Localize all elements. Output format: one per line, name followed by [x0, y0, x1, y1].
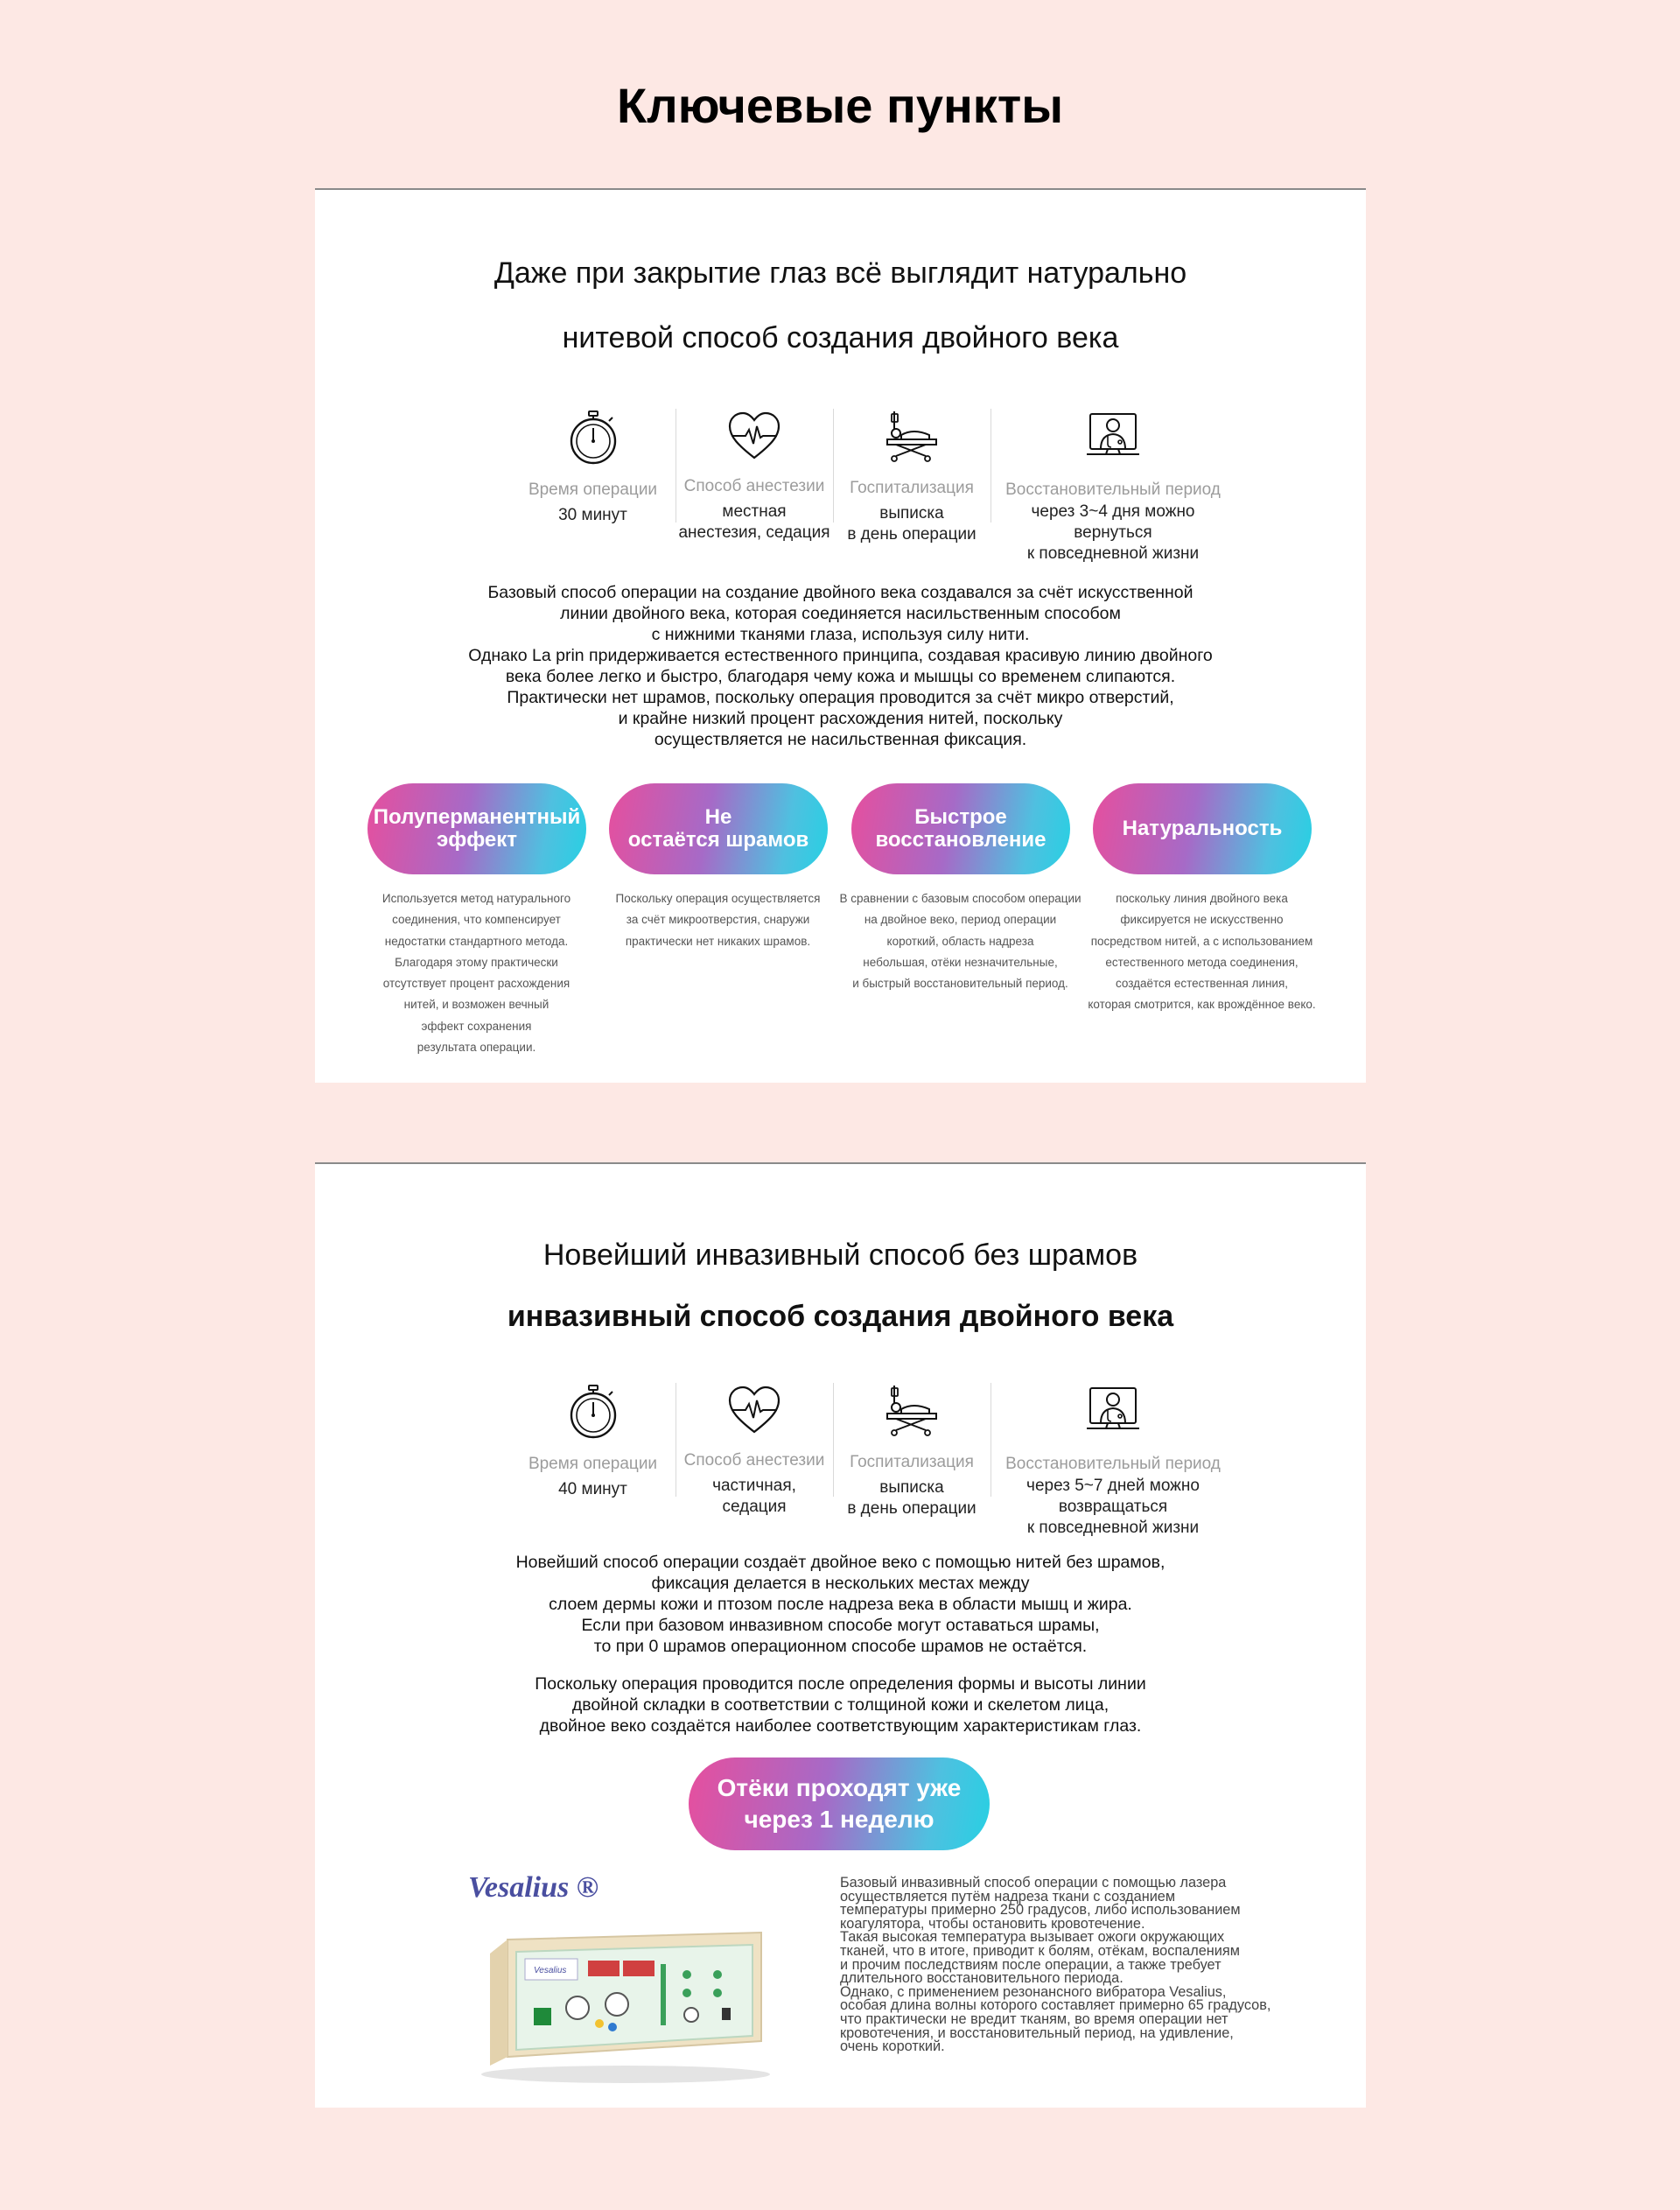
stat-label: Время операции [528, 1455, 658, 1473]
stat-hospitalization [833, 1383, 990, 1545]
stat-value: частичная, седация [712, 1477, 796, 1516]
heartbeat-icon [726, 409, 782, 465]
stat-label: Госпитализация [850, 1453, 974, 1471]
stat-label: Способ анестезии [683, 1451, 825, 1470]
thread-method-card [315, 188, 1366, 1083]
method-title: инвазивный способ создания двойного века [507, 1300, 1174, 1333]
card-subtitle: Новейший инвазивный способ без шрамов [542, 1238, 1138, 1272]
patient-bed-icon [884, 1383, 940, 1439]
stat-operation-time [516, 409, 669, 571]
patient-bed-icon [884, 409, 940, 465]
stopwatch-icon [565, 409, 621, 465]
stat-value: местная анестезия, седация [678, 502, 830, 542]
stat-operation-time [516, 1383, 669, 1545]
stat-value: выписка в день операции [847, 1478, 976, 1518]
card-subtitle: Даже при закрытие глаз всё выглядит натурально [494, 256, 1187, 290]
stat-value: через 3~4 дня можно вернуться к повседневной жизни [1026, 502, 1200, 563]
method-title: нитевой способ создания двойного века [562, 321, 1119, 354]
stat-label: Восстановительный период [1005, 1455, 1221, 1473]
feature-description: Используется метод натурального соединения, что компенсирует недостатки стандартного метода. Благодаря этому практически отсутствует процент расхождения нитей, и возможен вечный эффект сохранения результата операции. [382, 892, 571, 1055]
method-description: Новейший способ операции создаёт двойное веко с помощью нитей без шрамов, фиксация делается в нескольких местах между слоем дермы кожи и птозом после надреза века в области мышц и жира. Если при базовом инвазивном способе могут оставаться шрамы, то при 0 шрамов операционном способе шрамов не остаётся. [515, 1553, 1166, 1656]
stats-row [516, 409, 1221, 571]
invasive-method-card [315, 1162, 1366, 2108]
stat-label: Госпитализация [850, 479, 974, 497]
brand-logo: Vesalius ® [468, 1871, 599, 1904]
stat-hospitalization [833, 409, 990, 571]
stat-label: Восстановительный период [1005, 481, 1221, 499]
stat-recovery [990, 1383, 1236, 1545]
doctor-monitor-icon [1085, 409, 1141, 465]
stats-row [516, 1383, 1221, 1545]
stopwatch-icon [565, 1383, 621, 1439]
stat-value: 30 минут [558, 506, 627, 524]
doctor-monitor-icon [1085, 1383, 1141, 1439]
feature-description: В сравнении с базовым способом операции на двойное веко, период операции короткий, область надреза небольшая, отёки незначительные, и быстрый восстановительный период. [839, 892, 1082, 991]
feature-description: поскольку линия двойного века фиксируется не искусственно посредством нитей, а с использованием естественного метода соединения, создаётся естественная линия, которая смотрится, как врождённое веко. [1088, 892, 1316, 1012]
feature-no-scars: Не остаётся шрамов [609, 783, 828, 874]
stat-value: через 5~7 дней можно возвращаться к повседневной жизни [1026, 1477, 1200, 1537]
stat-label: Время операции [528, 481, 658, 499]
feature-naturalness: Натуральность [1093, 783, 1312, 874]
stat-recovery [990, 409, 1236, 571]
feature-semi-permanent: Полуперманентный эффект [368, 783, 586, 874]
feature-fast-recovery: Быстрое восстановление [851, 783, 1070, 874]
laser-comparison-text: Базовый инвазивный способ операции с помощью лазера осуществляется путём надреза ткани с созданием температуры примерно 250 градусов, либо использованием коагулятора, чтобы остановить кровотечение. Такая высокая температура вызывает ожоги окружающих тканей, что в итоге, приводит к болям, отёкам, воспалениям и прочим последствиям после операции, а также требует длительного восстановительного периода. Однако, с применением резонансного вибратора Vesalius, особая длина волны которого составляет примерно 65 градусов, что практически не вредит тканям, во время операции нет кровотечения, и восстановительный период, на удивление, очень короткий. [840, 1875, 1271, 2055]
stat-value: 40 минут [558, 1480, 627, 1498]
stat-label: Способ анестезии [683, 477, 825, 495]
stat-anesthesia [676, 409, 833, 571]
swelling-highlight: Отёки проходят уже через 1 неделю [689, 1757, 990, 1850]
stat-value: выписка в день операции [847, 504, 976, 544]
heartbeat-icon [726, 1383, 782, 1439]
vesalius-device-image [472, 1910, 770, 2085]
feature-description: Поскольку операция осуществляется за счёт микроотверстия, снаружи практически нет никаких шрамов. [615, 892, 821, 948]
page-title: Ключевые пункты [616, 78, 1064, 133]
stat-anesthesia [676, 1383, 833, 1545]
device-label: Vesalius [534, 1966, 567, 1975]
method-description: Базовый способ операции на создание двойного века создавался за счёт искусственной линии двойного века, которая соединяется насильственным способом с нижними тканями глаза, используя силу нити. Однако La prin придерживается естественного принципа, создавая красивую линию двойного века более легко и быстро, благодаря чему кожа и мышцы со временем слипаются. Практически нет шрамов, поскольку операция проводится за счёт микро отверстий, и крайне низкий процент расхождения нитей, поскольку осуществляется не насильственная фиксация. [468, 583, 1213, 749]
method-description-2: Поскольку операция проводится после определения формы и высоты линии двойной складки в соответствии с толщиной кожи и скелетом лица, двойное веко создаётся наиболее соответствующим характеристикам глаз. [535, 1674, 1146, 1736]
